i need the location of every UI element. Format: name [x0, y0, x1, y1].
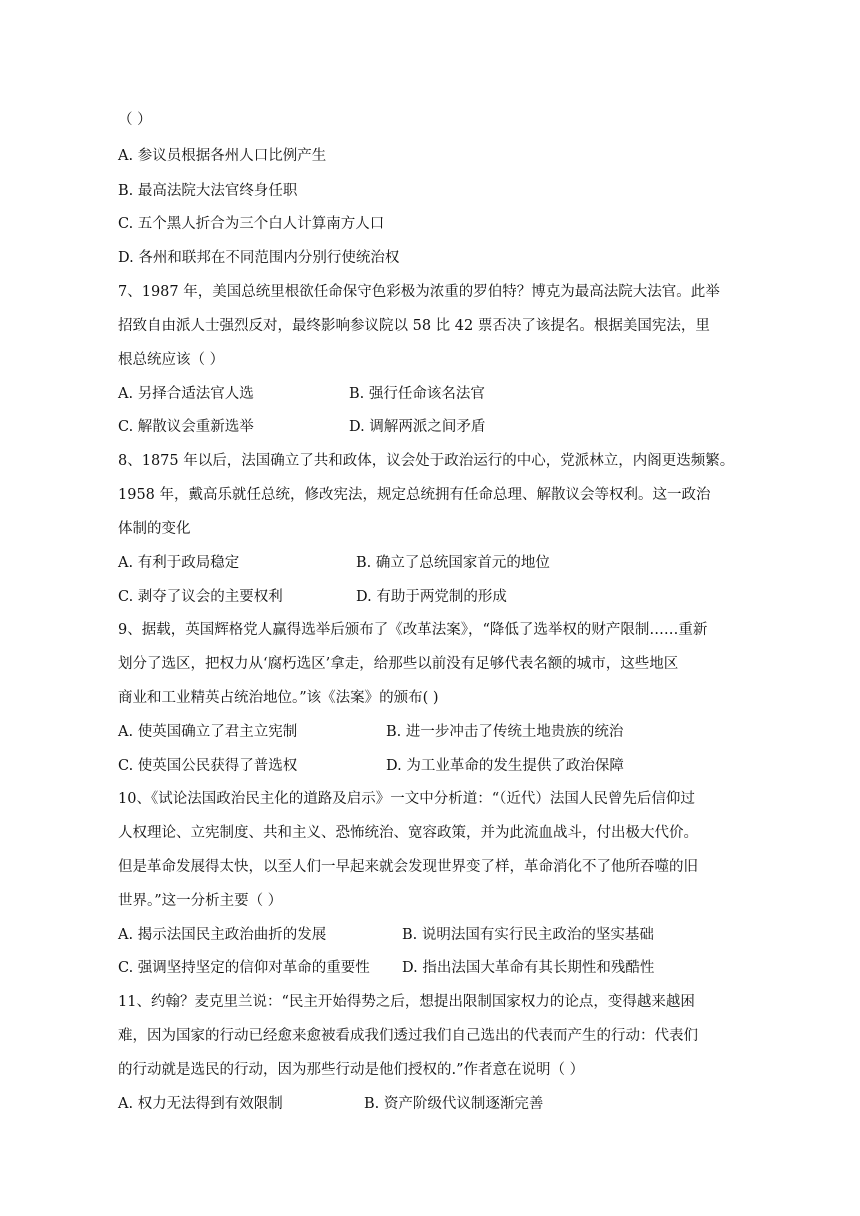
question-8-line-3: 体制的变化 [118, 521, 191, 537]
answer-paren: （ ） [118, 112, 152, 128]
q11-option-a: A. 权力无法得到有效限制 [118, 1096, 283, 1112]
q9-option-d: D. 为工业革命的发生提供了政治保障 [386, 758, 624, 774]
question-7-line-1: 7、1987 年，美国总统里根欲任命保守色彩极为浓重的罗伯特？博克为最高法院大法官。此举 [118, 284, 720, 300]
option-b: B. 最高法院大法官终身任职 [118, 183, 298, 199]
q7-option-b: B. 强行任命该名法官 [349, 386, 485, 402]
q10-option-b: B. 说明法国有实行民主政治的坚实基础 [402, 927, 654, 943]
q7-option-a: A. 另择合适法官人选 [118, 386, 254, 402]
question-10-line-1: 10、《试论法国政治民主化的道路及启示》一文中分析道：“（近代）法国人民曾先后信仰过 [118, 791, 695, 807]
q7-option-c: C. 解散议会重新选举 [118, 419, 254, 435]
question-7-line-3: 根总统应该（ ） [118, 352, 225, 368]
q8-option-d: D. 有助于两党制的形成 [356, 589, 507, 605]
q8-option-b: B. 确立了总统国家首元的地位 [356, 555, 550, 571]
option-a: A. 参议员根据各州人口比例产生 [118, 148, 327, 164]
option-c: C. 五个黑人折合为三个白人计算南方人口 [118, 216, 385, 232]
q7-option-d: D. 调解两派之间矛盾 [349, 419, 486, 435]
question-10-line-3: 但是革命发展得太快，以至人们一早起来就会发现世界变了样，革命消化不了他所吞噬的旧 [118, 859, 698, 875]
question-11-line-1: 11、约翰？麦克里兰说：“民主开始得势之后，想提出限制国家权力的论点，变得越来越困 [118, 994, 695, 1010]
question-11-line-3: 的行动就是选民的行动，因为那些行动是他们授权的.”作者意在说明（ ） [118, 1062, 585, 1078]
q8-option-a: A. 有利于政局稳定 [118, 555, 240, 571]
q10-option-a: A. 揭示法国民主政治曲折的发展 [118, 927, 327, 943]
question-9-line-1: 9、据载，英国辉格党人赢得选举后颁布了《改革法案》，“降低了选举权的财产限制……重新 [118, 622, 708, 638]
q9-option-a: A. 使英国确立了君主立宪制 [118, 724, 298, 740]
question-8-line-1: 8、1875 年以后，法国确立了共和政体，议会处于政治运行的中心，党派林立，内阁更迭频繁。 [118, 453, 735, 469]
option-d: D. 各州和联邦在不同范围内分别行使统治权 [118, 250, 400, 266]
question-11-line-2: 难，因为国家的行动已经愈来愈被看成我们透过我们自己选出的代表而产生的行动：代表们 [118, 1028, 698, 1044]
question-8-line-2: 1958 年，戴高乐就任总统，修改宪法，规定总统拥有任命总理、解散议会等权利。这一政治 [118, 487, 711, 503]
q9-option-b: B. 进一步冲击了传统土地贵族的统治 [386, 724, 624, 740]
question-10-line-2: 人权理论、立宪制度、共和主义、恐怖统治、宽容政策，并为此流血战斗，付出极大代价。 [118, 825, 698, 841]
q8-option-c: C. 剥夺了议会的主要权利 [118, 589, 283, 605]
q10-option-c: C. 强调坚持坚定的信仰对革命的重要性 [118, 960, 370, 976]
question-9-line-3: 商业和工业精英占统治地位。”该《法案》的颁布( ) [118, 690, 439, 706]
q11-option-b: B. 资产阶级代议制逐渐完善 [364, 1096, 544, 1112]
question-9-line-2: 划分了选区，把权力从‘腐朽选区’拿走，给那些以前没有足够代表名额的城市，这些地区 [118, 656, 679, 672]
q10-option-d: D. 指出法国大革命有其长期性和残酷性 [402, 960, 655, 976]
question-7-line-2: 招致自由派人士强烈反对，最终影响参议院以 58 比 42 票否决了该提名。根据美国宪法，里 [118, 318, 710, 334]
question-10-line-4: 世界。”这一分析主要（ ） [118, 893, 283, 909]
q9-option-c: C. 使英国公民获得了普选权 [118, 758, 298, 774]
